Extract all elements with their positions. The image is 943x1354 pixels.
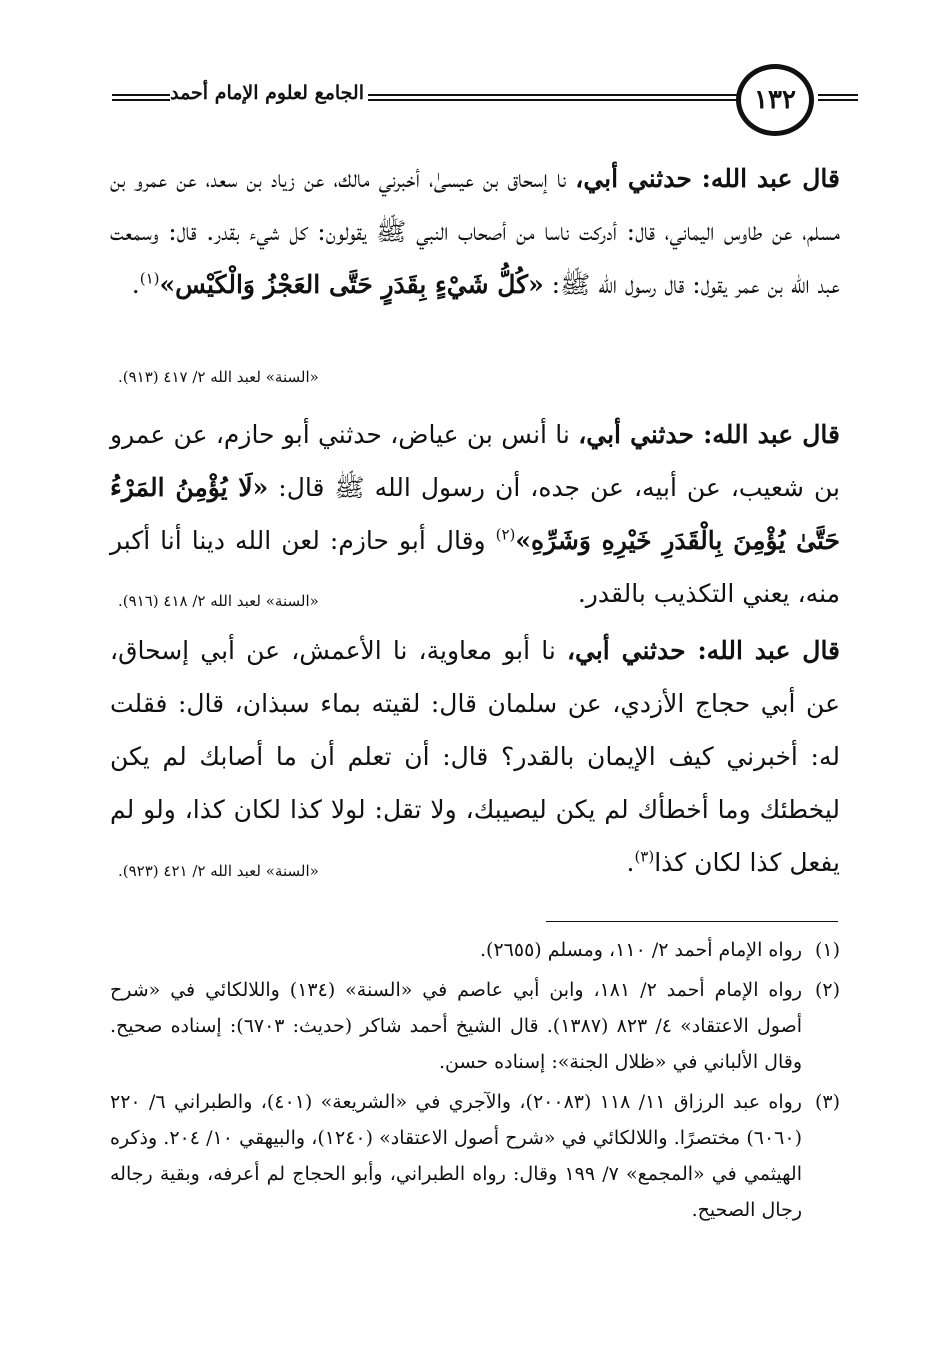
footnote-marker[interactable]: (٣): [634, 847, 655, 866]
hadith-lead: قال عبد الله: حدثني أبي،: [575, 164, 841, 193]
hadith-paragraph-3: [110, 624, 840, 889]
hadith-lead: قال عبد الله: حدثني أبي،: [566, 636, 841, 665]
footnote-marker[interactable]: (١): [139, 269, 160, 288]
footnote-separator: [546, 921, 838, 922]
footnote-text: رواه عبد الرزاق ١١/ ١١٨ (٢٠٠٨٣)، والآجري في «الشريعة» (٤٠١)، والطبراني ٦/ ٢٢٠ (٦٠٦٠) مختصرًا. واللالكائي في «شرح أصول الاعتقاد» (١٢٤٠)، والبيهقي ١٠/ ٢٠٤. وذكره الهيثمي في «المجمع» ٧/ ١٩٩ وقال: رواه الطبراني، وأبو الحجاج لم أعرفه، وبقية رجاله رجال الصحيح.: [110, 1091, 802, 1221]
prophetic-quote: «كُلُّ شَيْءٍ بِقَدَرٍ حَتَّى العَجْزُ وَالْكَيْس»: [159, 270, 544, 299]
footnote-text: رواه الإمام أحمد ٢/ ١١٠، ومسلم (٢٦٥٥).: [480, 939, 802, 961]
header-rule-right: [818, 94, 858, 101]
page-header: [100, 64, 856, 142]
hadith-text: نا أبو معاوية، نا الأعمش، عن أبي إسحاق، عن أبي حجاج الأزدي، عن سلمان قال: لقيته بماء سبذان، قال: فقلت له: أخبرني كيف الإيمان بالقدر؟ قال: أن تعلم أن ما أصابك لم يكن ليخطئك وما أخطأك لم يكن ليصيبك، ولا تقل: لولا كذا لكان كذا، ولو لم يفعل كذا لكان كذا: [110, 636, 840, 877]
hadith-lead: قال عبد الله: حدثني أبي،: [578, 420, 841, 449]
footnote-text: رواه الإمام أحمد ٢/ ١٨١، وابن أبي عاصم في «السنة» (١٣٤) واللالكائي في «شرح أصول الاعتقاد» ٤/ ٨٢٣ (١٣٨٧). قال الشيخ أحمد شاكر (حديث: ٦٧٠٣): إسناده صحيح. وقال الألباني في «ظلال الجنة»: إسناده حسن.: [110, 979, 802, 1073]
source-reference: «السنة» لعبد الله ٢/ ٤١٧ (٩١٣).: [118, 368, 319, 386]
hadith-text: نا أنس بن عياض، حدثني أبو حازم، عن عمرو بن شعيب، عن أبيه، عن جده، أن رسول الله ﷺ قال:: [110, 420, 840, 502]
header-rule-left: [112, 94, 170, 101]
footnote-number: (٢): [814, 979, 840, 1001]
source-reference: «السنة» لعبد الله ٢/ ٤١٨ (٩١٦).: [118, 592, 319, 610]
header-rule-middle: [368, 94, 738, 101]
footnotes-section: [110, 932, 840, 1232]
hadith-text-end: وقال أبو حازم: لعن الله دينا أنا أكبر منه، يعني التكذيب بالقدر.: [110, 526, 840, 608]
hadith-paragraph-2: [110, 408, 840, 620]
footnote-number: (١): [814, 939, 840, 961]
footnote-number: (٣): [814, 1091, 840, 1113]
hadith-text: نا إسحاق بن عيسىٰ، أخبرني مالك، عن زياد بن سعد، عن عمرو بن مسلم، عن طاوس اليماني، قال: أدركت ناسا من أصحاب النبي ﷺ يقولون: كل شيء بقدر. قال: وسمعت عبد الله بن عمر يقول: قال رسول الله ﷺ:: [110, 164, 840, 299]
hadith-text-end: .: [131, 270, 140, 299]
footnote-marker[interactable]: (٢): [495, 525, 516, 544]
footnote-item: [110, 932, 840, 968]
hadith-text-end: .: [626, 848, 635, 877]
hadith-paragraph-1: [110, 152, 840, 311]
running-title: الجامع لعلوم الإمام أحمد: [170, 82, 364, 104]
page-number: ١٣٢: [736, 64, 814, 136]
footnote-item: [110, 1084, 840, 1228]
source-reference: «السنة» لعبد الله ٢/ ٤٢١ (٩٢٣).: [118, 862, 319, 880]
prophetic-quote: «لَا يُؤْمِنُ المَرْءُ حَتَّىٰ يُؤْمِنَ بِالْقَدَرِ خَيْرِهِ وَشَرِّهِ»: [110, 473, 840, 555]
footnote-item: [110, 972, 840, 1080]
